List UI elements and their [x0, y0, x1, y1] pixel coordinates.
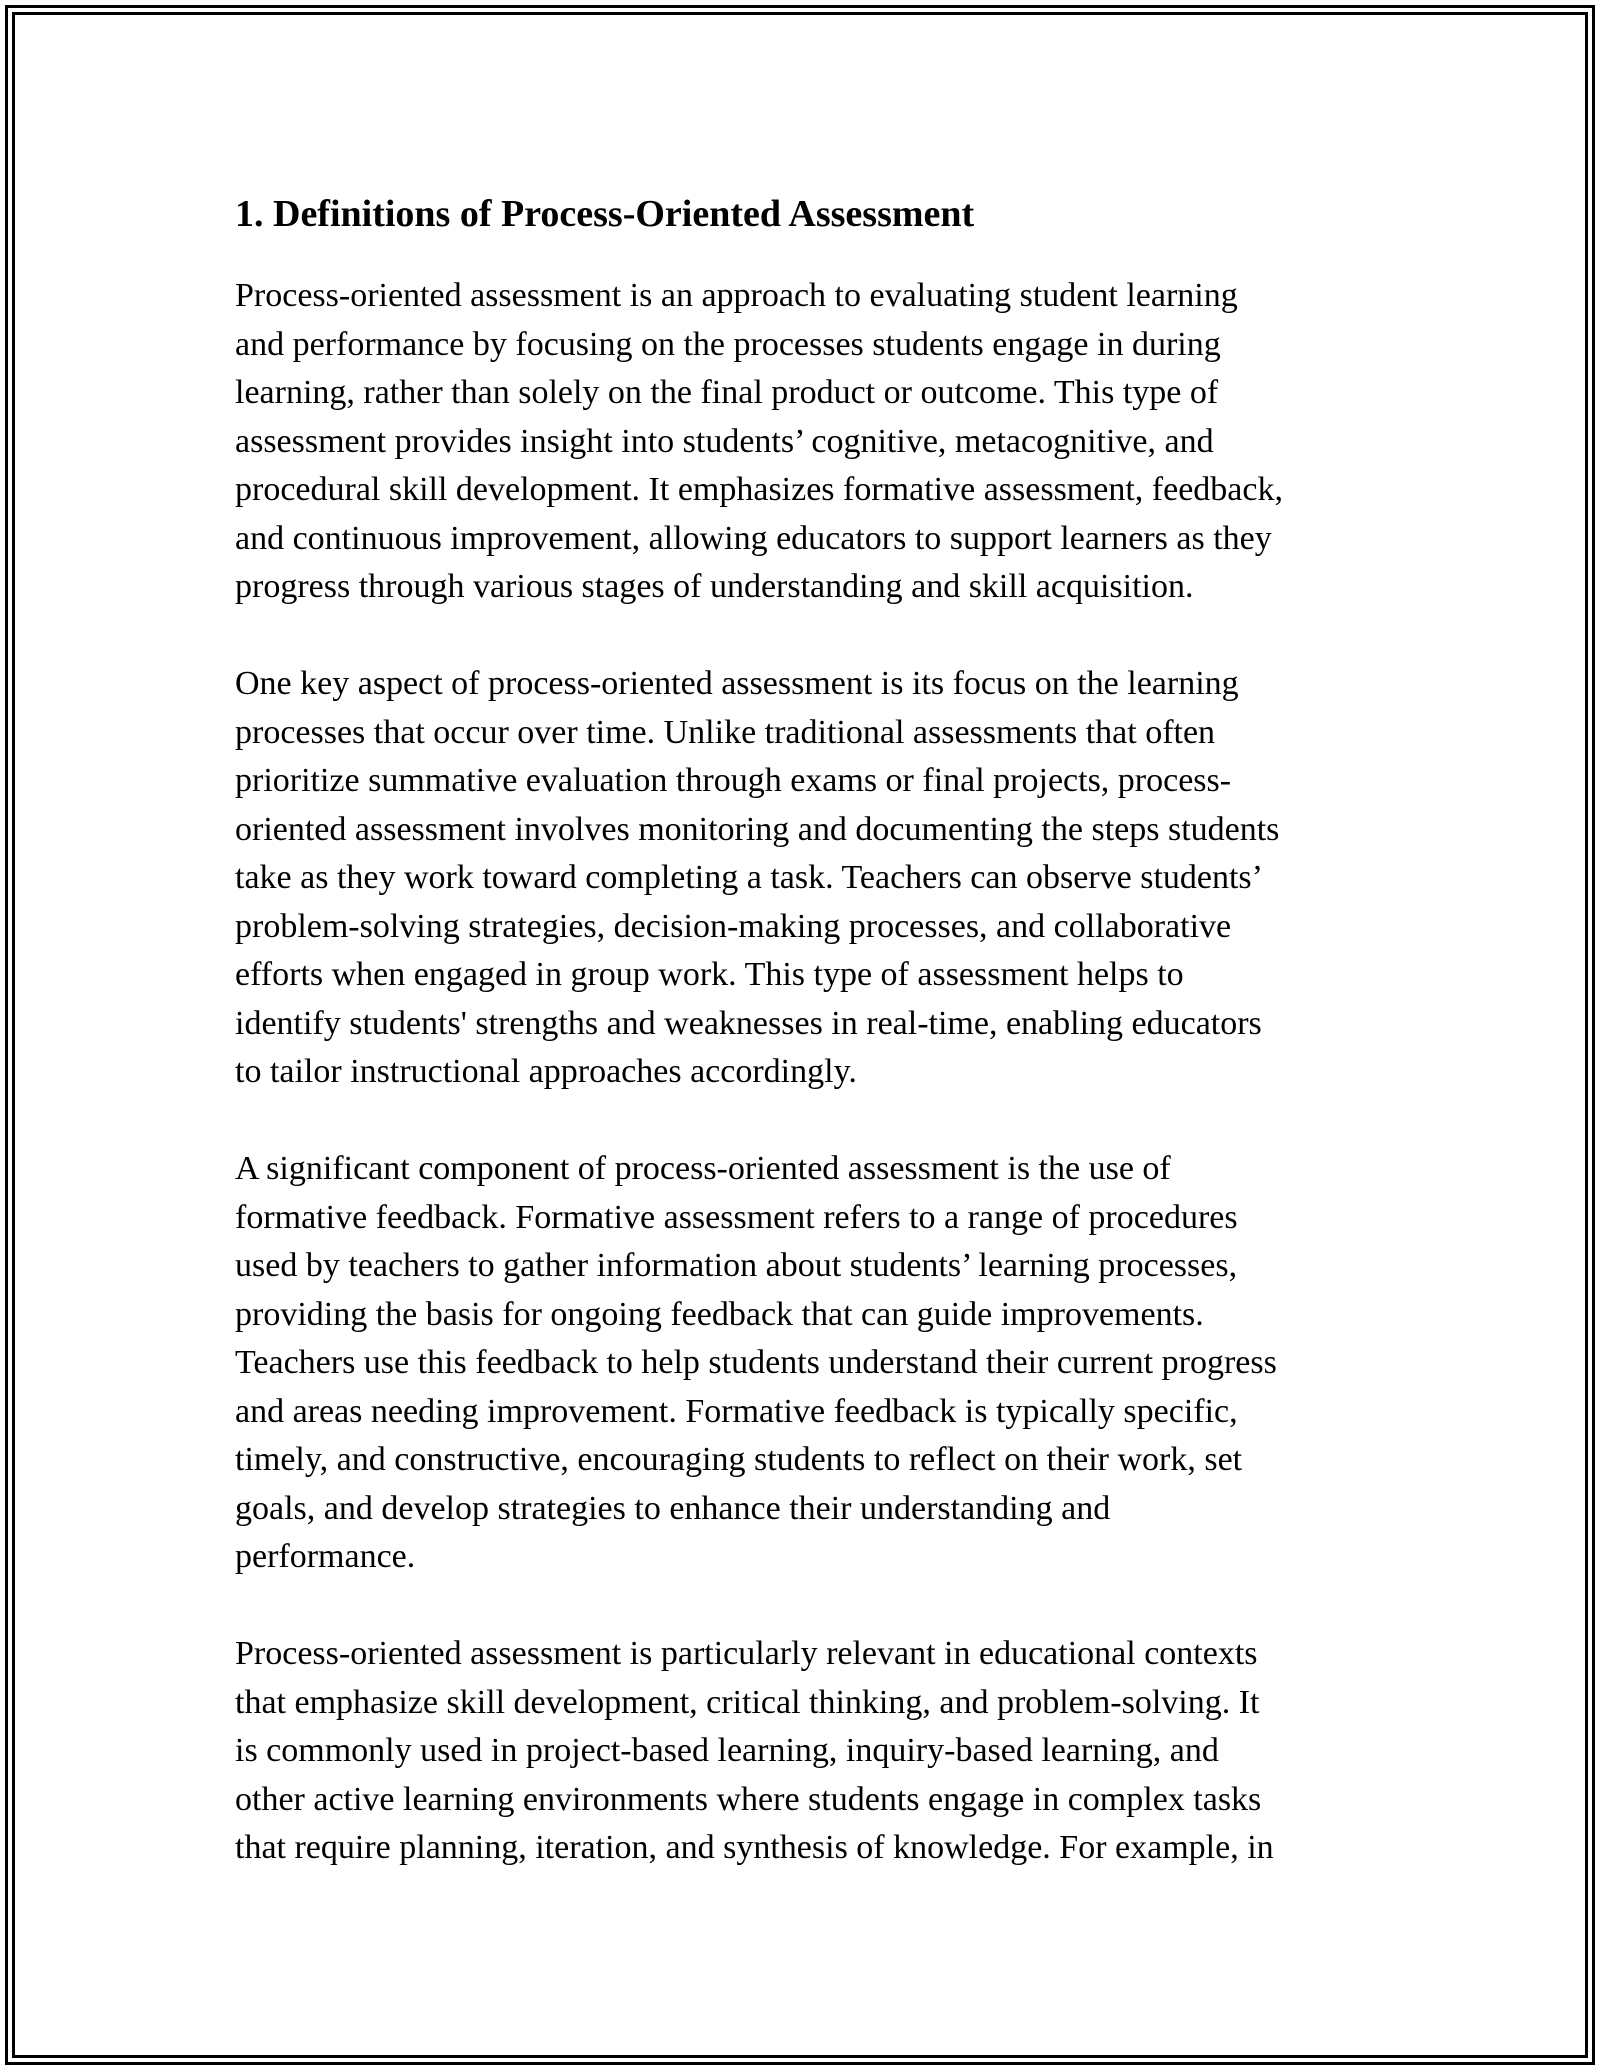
paragraph-line: prioritize summative evaluation through exams or final projects, process- [235, 762, 1232, 799]
paragraph-line: goals, and develop strategies to enhance their understanding and [235, 1489, 1111, 1527]
paragraph-line: to tailor instructional approaches accordingly. [235, 1053, 857, 1090]
paragraph-line: and continuous improvement, allowing educators to support learners as they [235, 519, 1272, 557]
paragraph-line: Process-oriented assessment is an approach to evaluating student learning [235, 277, 1238, 314]
paragraph-line: Process-oriented assessment is particularly relevant in educational contexts [235, 1635, 1258, 1672]
section-heading: 1. Definitions of Process-Oriented Assessment [235, 193, 975, 235]
paragraph-1 [235, 272, 1370, 612]
document-body [235, 186, 1370, 1921]
paragraph-line: that require planning, iteration, and synthesis of knowledge. For example, in [235, 1829, 1274, 1866]
paragraph-line: One key aspect of process-oriented assessment is its focus on the learning [235, 665, 1239, 702]
paragraph-line: take as they work toward completing a task. Teachers can observe students’ [235, 859, 1263, 896]
paragraph-line: processes that occur over time. Unlike traditional assessments that often [235, 713, 1216, 751]
paragraph-line: formative feedback. Formative assessment refers to a range of procedures [235, 1198, 1238, 1236]
paragraph-line: other active learning environments where students engage in complex tasks [235, 1780, 1262, 1818]
paragraph-line: used by teachers to gather information about students’ learning processes, [235, 1247, 1238, 1284]
paragraph-4 [235, 1630, 1370, 1873]
paragraph-line: problem-solving strategies, decision-making processes, and collaborative [235, 907, 1232, 945]
paragraph-line: and performance by focusing on the processes students engage in during [235, 325, 1221, 363]
paragraph-line: assessment provides insight into students’ cognitive, metacognitive, and [235, 422, 1214, 460]
paragraph-line: timely, and constructive, encouraging students to reflect on their work, set [235, 1441, 1243, 1478]
paragraph-line: procedural skill development. It emphasizes formative assessment, feedback, [235, 471, 1283, 508]
paragraph-line: providing the basis for ongoing feedback that can guide improvements. [235, 1295, 1204, 1333]
paragraph-line: performance. [235, 1538, 416, 1575]
paragraph-2 [235, 660, 1370, 1097]
paragraph-line: identify students' strengths and weaknesses in real-time, enabling educators [235, 1004, 1262, 1042]
paragraph-line: progress through various stages of understanding and skill acquisition. [235, 568, 1194, 605]
paragraph-line: and areas needing improvement. Formative feedback is typically specific, [235, 1392, 1238, 1430]
paragraph-line: efforts when engaged in group work. This type of assessment helps to [235, 956, 1184, 993]
paragraph-3 [235, 1145, 1370, 1582]
paragraph-line: learning, rather than solely on the final product or outcome. This type of [235, 374, 1219, 411]
paragraph-line: that emphasize skill development, critical thinking, and problem-solving. It [235, 1683, 1260, 1721]
paragraph-line: Teachers use this feedback to help students understand their current progress [235, 1344, 1277, 1381]
paragraph-line: is commonly used in project-based learning, inquiry-based learning, and [235, 1732, 1219, 1769]
paragraph-line: oriented assessment involves monitoring and documenting the steps students [235, 810, 1280, 848]
paragraph-line: A significant component of process-oriented assessment is the use of [235, 1150, 1171, 1187]
